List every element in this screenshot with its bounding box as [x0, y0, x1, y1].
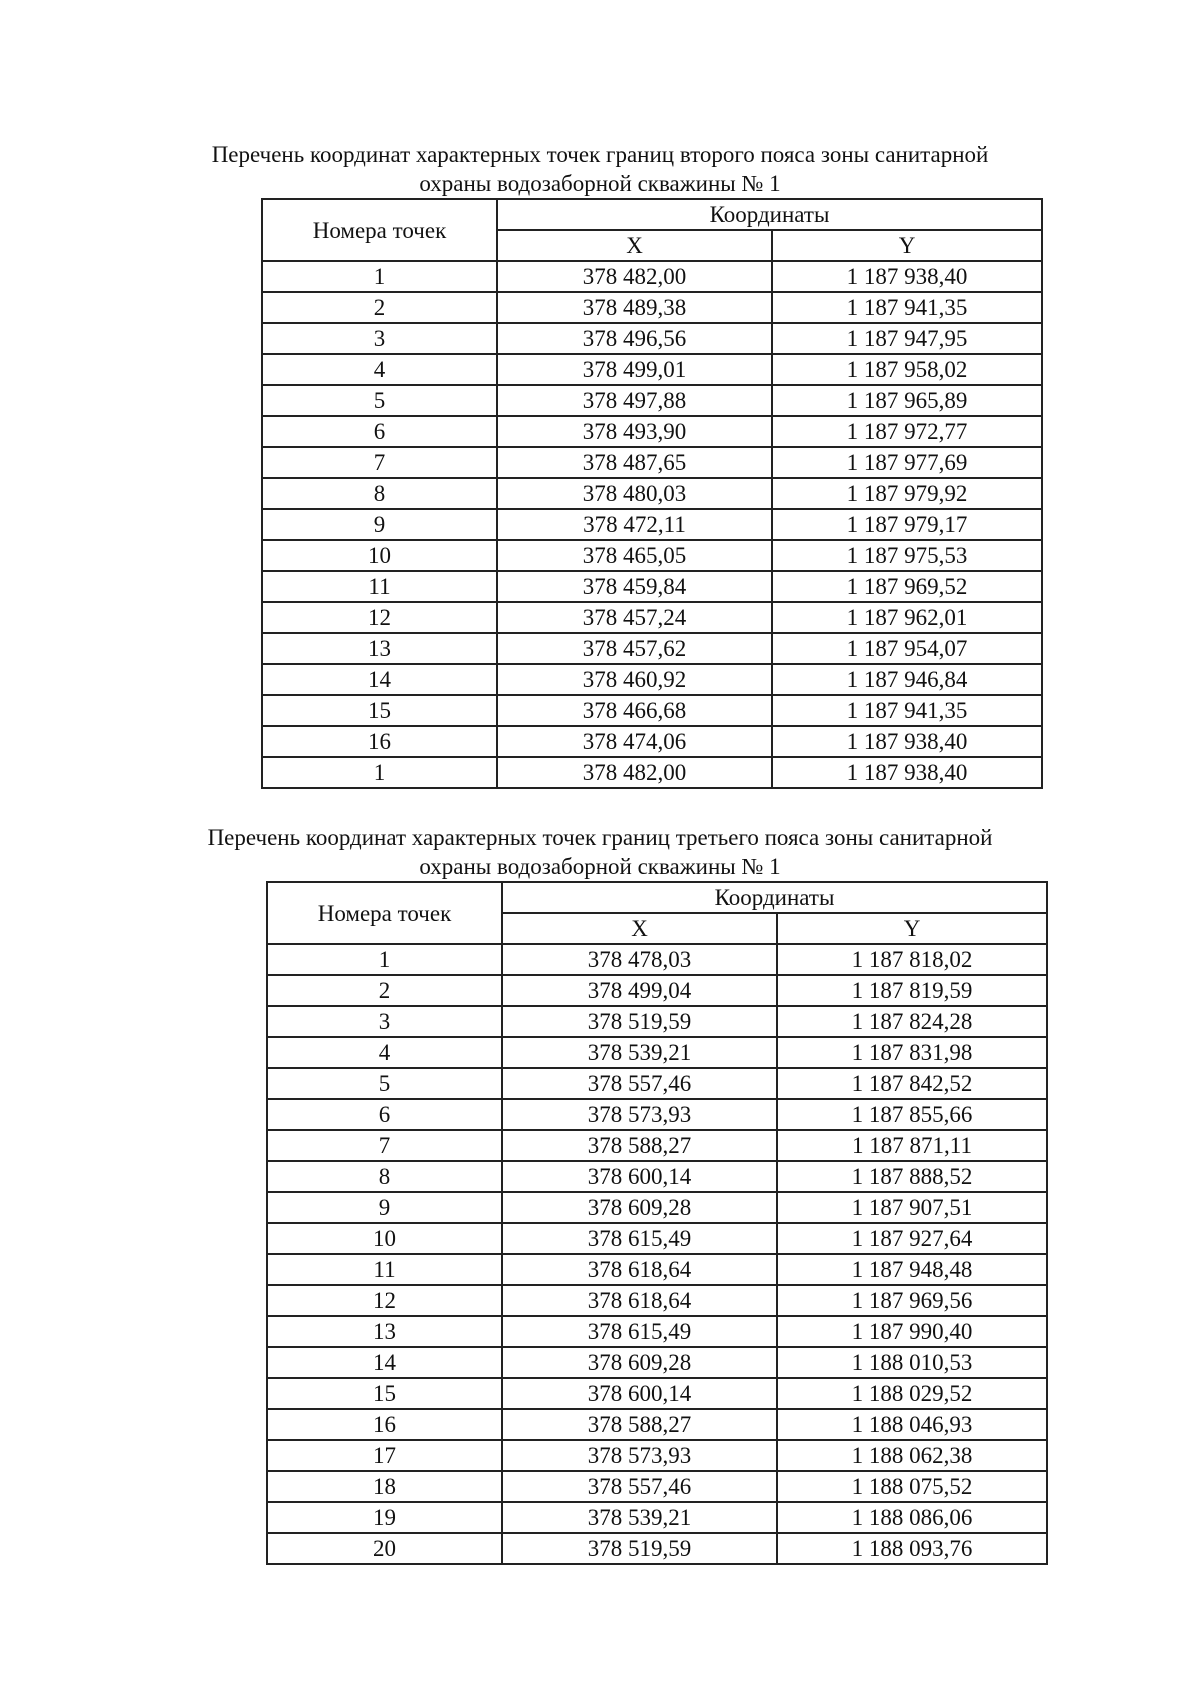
point-number-cell: 4 — [262, 354, 497, 385]
y-coordinate-cell: 1 187 938,40 — [772, 261, 1042, 292]
point-number-cell: 14 — [267, 1347, 502, 1378]
x-coordinate-cell: 378 499,04 — [502, 975, 777, 1006]
x-coordinate-cell: 378 573,93 — [502, 1440, 777, 1471]
point-number-cell: 8 — [262, 478, 497, 509]
table-row — [262, 540, 1042, 571]
y-coordinate-cell: 1 187 954,07 — [772, 633, 1042, 664]
second-zone-title-line1: Перечень координат характерных точек границ второго пояса зоны санитарной — [211, 142, 989, 167]
point-number-cell: 9 — [267, 1192, 502, 1223]
x-coordinate-cell: 378 474,06 — [497, 726, 772, 757]
point-number-cell: 13 — [267, 1316, 502, 1347]
table-row — [267, 944, 1047, 975]
point-number-cell: 14 — [262, 664, 497, 695]
y-coordinate-cell: 1 187 979,17 — [772, 509, 1042, 540]
y-coordinate-cell: 1 187 888,52 — [777, 1161, 1047, 1192]
point-number-cell: 13 — [262, 633, 497, 664]
table-row — [262, 633, 1042, 664]
y-coordinate-cell: 1 187 938,40 — [772, 757, 1042, 788]
second-zone-coordinates-table — [261, 198, 1043, 789]
y-column-header: Y — [772, 230, 1042, 261]
point-number-cell: 19 — [267, 1502, 502, 1533]
x-coordinate-cell: 378 600,14 — [502, 1378, 777, 1409]
x-coordinate-cell: 378 478,03 — [502, 944, 777, 975]
table-row — [262, 292, 1042, 323]
coordinates-column-header: Координаты — [497, 199, 1042, 230]
x-coordinate-cell: 378 493,90 — [497, 416, 772, 447]
x-coordinate-cell: 378 482,00 — [497, 757, 772, 788]
y-coordinate-cell: 1 187 824,28 — [777, 1006, 1047, 1037]
table-row — [262, 354, 1042, 385]
y-coordinate-cell: 1 188 029,52 — [777, 1378, 1047, 1409]
y-coordinate-cell: 1 187 969,56 — [777, 1285, 1047, 1316]
x-coordinate-cell: 378 557,46 — [502, 1068, 777, 1099]
point-number-cell: 9 — [262, 509, 497, 540]
y-coordinate-cell: 1 187 927,64 — [777, 1223, 1047, 1254]
table-row — [267, 1161, 1047, 1192]
point-number-cell: 12 — [267, 1285, 502, 1316]
x-column-header: X — [502, 913, 777, 944]
point-number-cell: 12 — [262, 602, 497, 633]
table-row — [267, 1347, 1047, 1378]
point-number-cell: 16 — [262, 726, 497, 757]
table-row — [267, 1285, 1047, 1316]
table-row — [267, 1037, 1047, 1068]
x-column-header: X — [497, 230, 772, 261]
x-coordinate-cell: 378 472,11 — [497, 509, 772, 540]
x-coordinate-cell: 378 466,68 — [497, 695, 772, 726]
table-row — [262, 478, 1042, 509]
point-number-cell: 7 — [267, 1130, 502, 1161]
y-coordinate-cell: 1 187 962,01 — [772, 602, 1042, 633]
y-coordinate-cell: 1 188 046,93 — [777, 1409, 1047, 1440]
point-number-cell: 1 — [262, 261, 497, 292]
point-number-cell: 4 — [267, 1037, 502, 1068]
y-coordinate-cell: 1 187 969,52 — [772, 571, 1042, 602]
point-number-cell: 11 — [262, 571, 497, 602]
point-number-cell: 6 — [267, 1099, 502, 1130]
point-number-cell: 10 — [262, 540, 497, 571]
point-number-cell: 6 — [262, 416, 497, 447]
y-column-header: Y — [777, 913, 1047, 944]
y-coordinate-cell: 1 187 938,40 — [772, 726, 1042, 757]
table-row — [262, 385, 1042, 416]
third-zone-table-body — [267, 944, 1047, 1564]
point-number-cell: 1 — [267, 944, 502, 975]
coordinates-column-header: Координаты — [502, 882, 1047, 913]
second-zone-section — [0, 140, 1200, 789]
table-row — [262, 416, 1042, 447]
x-coordinate-cell: 378 457,24 — [497, 602, 772, 633]
x-coordinate-cell: 378 519,59 — [502, 1533, 777, 1564]
table-row — [262, 261, 1042, 292]
y-coordinate-cell: 1 188 062,38 — [777, 1440, 1047, 1471]
y-coordinate-cell: 1 188 086,06 — [777, 1502, 1047, 1533]
y-coordinate-cell: 1 187 907,51 — [777, 1192, 1047, 1223]
point-number-cell: 1 — [262, 757, 497, 788]
point-number-cell: 2 — [262, 292, 497, 323]
x-coordinate-cell: 378 465,05 — [497, 540, 772, 571]
y-coordinate-cell: 1 188 075,52 — [777, 1471, 1047, 1502]
y-coordinate-cell: 1 187 947,95 — [772, 323, 1042, 354]
y-coordinate-cell: 1 187 972,77 — [772, 416, 1042, 447]
x-coordinate-cell: 378 618,64 — [502, 1254, 777, 1285]
point-number-cell: 15 — [267, 1378, 502, 1409]
third-zone-title-line1: Перечень координат характерных точек границ третьего пояса зоны санитарной — [207, 825, 993, 850]
y-coordinate-cell: 1 187 948,48 — [777, 1254, 1047, 1285]
x-coordinate-cell: 378 557,46 — [502, 1471, 777, 1502]
table-row — [267, 1099, 1047, 1130]
x-coordinate-cell: 378 499,01 — [497, 354, 772, 385]
point-number-cell: 11 — [267, 1254, 502, 1285]
point-number-cell: 17 — [267, 1440, 502, 1471]
y-coordinate-cell: 1 187 975,53 — [772, 540, 1042, 571]
x-coordinate-cell: 378 459,84 — [497, 571, 772, 602]
third-zone-title-line2: охраны водозаборной скважины № 1 — [419, 854, 781, 879]
third-zone-section — [0, 823, 1200, 1565]
y-coordinate-cell: 1 187 941,35 — [772, 292, 1042, 323]
table-row — [267, 1223, 1047, 1254]
x-coordinate-cell: 378 615,49 — [502, 1223, 777, 1254]
x-coordinate-cell: 378 496,56 — [497, 323, 772, 354]
x-coordinate-cell: 378 615,49 — [502, 1316, 777, 1347]
x-coordinate-cell: 378 539,21 — [502, 1502, 777, 1533]
table-row — [262, 726, 1042, 757]
y-coordinate-cell: 1 188 010,53 — [777, 1347, 1047, 1378]
y-coordinate-cell: 1 188 093,76 — [777, 1533, 1047, 1564]
second-zone-title-line2: охраны водозаборной скважины № 1 — [419, 171, 781, 196]
table-row — [267, 975, 1047, 1006]
table-row — [267, 1440, 1047, 1471]
point-number-cell: 10 — [267, 1223, 502, 1254]
x-coordinate-cell: 378 588,27 — [502, 1130, 777, 1161]
point-number-cell: 16 — [267, 1409, 502, 1440]
point-number-cell: 8 — [267, 1161, 502, 1192]
point-number-cell: 15 — [262, 695, 497, 726]
x-coordinate-cell: 378 497,88 — [497, 385, 772, 416]
y-coordinate-cell: 1 187 979,92 — [772, 478, 1042, 509]
points-column-header: Номера точек — [267, 882, 502, 944]
table-row — [262, 509, 1042, 540]
x-coordinate-cell: 378 482,00 — [497, 261, 772, 292]
point-number-cell: 5 — [267, 1068, 502, 1099]
y-coordinate-cell: 1 187 946,84 — [772, 664, 1042, 695]
table-row — [267, 1409, 1047, 1440]
y-coordinate-cell: 1 187 818,02 — [777, 944, 1047, 975]
x-coordinate-cell: 378 519,59 — [502, 1006, 777, 1037]
table-row — [267, 1254, 1047, 1285]
point-number-cell: 3 — [267, 1006, 502, 1037]
table-row — [267, 1471, 1047, 1502]
point-number-cell: 5 — [262, 385, 497, 416]
x-coordinate-cell: 378 460,92 — [497, 664, 772, 695]
point-number-cell: 20 — [267, 1533, 502, 1564]
table-row — [267, 1130, 1047, 1161]
x-coordinate-cell: 378 539,21 — [502, 1037, 777, 1068]
y-coordinate-cell: 1 187 941,35 — [772, 695, 1042, 726]
table-row — [262, 571, 1042, 602]
table-row — [267, 1378, 1047, 1409]
table-row — [267, 1316, 1047, 1347]
x-coordinate-cell: 378 489,38 — [497, 292, 772, 323]
x-coordinate-cell: 378 487,65 — [497, 447, 772, 478]
point-number-cell: 18 — [267, 1471, 502, 1502]
x-coordinate-cell: 378 573,93 — [502, 1099, 777, 1130]
table-row — [267, 1068, 1047, 1099]
y-coordinate-cell: 1 187 871,11 — [777, 1130, 1047, 1161]
x-coordinate-cell: 378 609,28 — [502, 1192, 777, 1223]
point-number-cell: 3 — [262, 323, 497, 354]
x-coordinate-cell: 378 588,27 — [502, 1409, 777, 1440]
point-number-cell: 2 — [267, 975, 502, 1006]
table-row — [262, 757, 1042, 788]
y-coordinate-cell: 1 187 855,66 — [777, 1099, 1047, 1130]
point-number-cell: 7 — [262, 447, 497, 478]
x-coordinate-cell: 378 618,64 — [502, 1285, 777, 1316]
table-row — [262, 602, 1042, 633]
table-row — [262, 695, 1042, 726]
y-coordinate-cell: 1 187 831,98 — [777, 1037, 1047, 1068]
second-zone-table-body — [262, 261, 1042, 788]
y-coordinate-cell: 1 187 958,02 — [772, 354, 1042, 385]
y-coordinate-cell: 1 187 842,52 — [777, 1068, 1047, 1099]
x-coordinate-cell: 378 600,14 — [502, 1161, 777, 1192]
points-column-header: Номера точек — [262, 199, 497, 261]
x-coordinate-cell: 378 457,62 — [497, 633, 772, 664]
table-row — [267, 1533, 1047, 1564]
table-row — [267, 1006, 1047, 1037]
third-zone-coordinates-table — [266, 881, 1048, 1565]
y-coordinate-cell: 1 187 965,89 — [772, 385, 1042, 416]
table-row — [262, 664, 1042, 695]
y-coordinate-cell: 1 187 977,69 — [772, 447, 1042, 478]
x-coordinate-cell: 378 480,03 — [497, 478, 772, 509]
table-row — [262, 323, 1042, 354]
y-coordinate-cell: 1 187 819,59 — [777, 975, 1047, 1006]
x-coordinate-cell: 378 609,28 — [502, 1347, 777, 1378]
table-row — [267, 1192, 1047, 1223]
table-row — [267, 1502, 1047, 1533]
y-coordinate-cell: 1 187 990,40 — [777, 1316, 1047, 1347]
table-row — [262, 447, 1042, 478]
